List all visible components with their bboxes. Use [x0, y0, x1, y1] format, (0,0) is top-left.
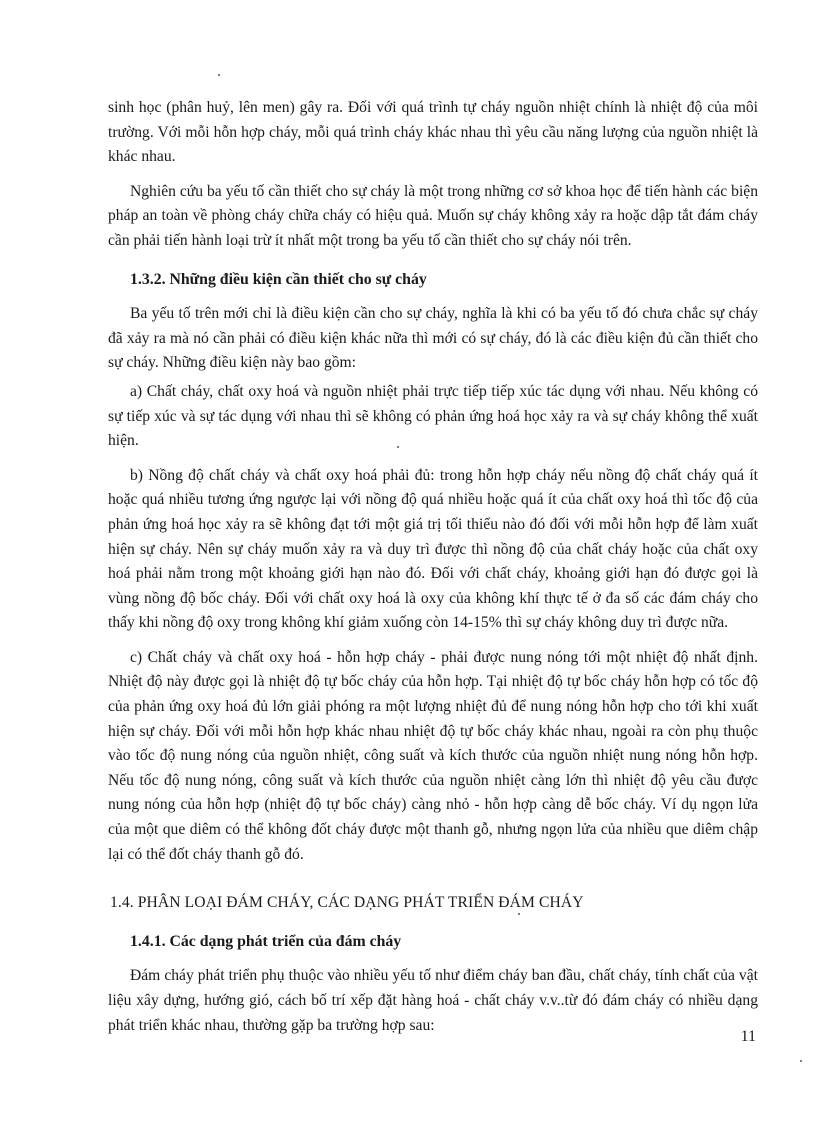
paragraph-continuation: sinh học (phân huỷ, lên men) gây ra. Đối với quá trình tự cháy nguồn nhiệt chính là nhiệt độ của môi trường. Với mỗi hỗn hợp cháy, mỗi quá trình cháy khác nhau thì yêu cầu năng lượng của nguồn nhiệt là khác nhau.: [108, 99, 758, 166]
page-number: 11: [740, 1028, 756, 1045]
section-heading-1-3-2: 1.3.2. Những điều kiện cần thiết cho sự cháy: [130, 270, 427, 288]
paragraph-condition-b: b) Nồng độ chất cháy và chất oxy hoá phải đủ: trong hỗn hợp cháy nếu nồng độ chất cháy quá ít hoặc quá nhiều tương ứng ngược lại với nồng độ quá nhiều hoặc quá ít của chất oxy hoá thì tốc độ của phản ứng hoá học xảy ra sẽ không đạt tới một giá trị tối thiểu nào đó đối với mỗi hỗn hợp để làm xuất hiện sự cháy. Nên sự cháy muốn xảy ra và duy trì được thì nồng độ của chất cháy hoặc của chất oxy hoá phải nằm trong một khoảng giới hạn nào đó. Đối với chất cháy, khoảng giới hạn đó được gọi là vùng nồng độ bốc cháy. Đối với chất oxy hoá là oxy của không khí thực tế ở đa số các đám cháy cho thấy khi nồng độ oxy trong không khí giảm xuống còn 14-15% thì sự cháy không duy trì được nữa.: [108, 466, 758, 632]
paragraph-research: Nghiên cứu ba yếu tố cần thiết cho sự cháy là một trong những cơ sở khoa học để tiến hành các biện pháp an toàn về phòng cháy chữa cháy có hiệu quả. Muốn sự cháy không xảy ra hoặc dập tắt đám cháy cần phải tiến hành loại trừ ít nhất một trong ba yếu tố cần thiết cho sự cháy nói trên.: [108, 182, 758, 249]
paragraph-fire-development: Đám cháy phát triển phụ thuộc vào nhiều yếu tố như điểm cháy ban đầu, chất cháy, tính chất của vật liệu xây dựng, hướng gió, cách bố trí xếp đặt hàng hoá - chất cháy v.v..từ đó đám cháy có nhiều dạng phát triển khác nhau, thường gặp ba trường hợp sau:: [108, 967, 758, 1034]
scan-speck: [800, 1060, 802, 1062]
section-heading-1-4-1: 1.4.1. Các dạng phát triển của đám cháy: [130, 932, 402, 950]
scan-speck: [518, 913, 520, 915]
paragraph-conditions-intro: Ba yếu tố trên mới chỉ là điều kiện cần cho sự cháy, nghĩa là khi có ba yếu tố đó chưa chắc sự cháy đã xảy ra mà nó cần phải có điều kiện khác nữa thì mới có sự cháy, đó là các điều kiện đủ cần thiết cho sự cháy. Những điều kiện này bao gồm:: [108, 305, 758, 372]
page-body: [108, 96, 758, 1038]
scan-speck: [397, 446, 399, 448]
paragraph-condition-a: a) Chất cháy, chất oxy hoá và nguồn nhiệt phải trực tiếp tiếp xúc tác dụng với nhau. Nếu không có sự tiếp xúc và sự tác dụng với nhau thì sẽ không có phản ứng hoá học xảy ra và sự cháy không thể xuất hiện.: [108, 382, 758, 450]
paragraph-condition-c: c) Chất cháy và chất oxy hoá - hỗn hợp cháy - phải được nung nóng tới một nhiệt độ nhất định. Nhiệt độ này được gọi là nhiệt độ tự bốc cháy của hỗn hợp. Tại nhiệt độ tự bốc cháy hỗn hợp có tốc độ của phản ứng oxy hoá đủ lớn giải phóng ra một lượng nhiệt đủ để nung nóng hỗn hợp cho tới khi xuất hiện sự cháy. Đối với mỗi hỗn hợp khác nhau nhiệt độ tự bốc cháy khác nhau, ngoài ra còn phụ thuộc vào tốc độ nung nóng của nguồn nhiệt, công suất và kích thước của nguồn nhiệt nung nóng hỗn hợp. Nếu tốc độ nung nóng, công suất và kích thước của nguồn nhiệt càng lớn thì nhiệt độ yêu cầu được nung nóng của hỗn hợp (nhiệt độ tự bốc cháy) càng nhỏ - hỗn hợp càng dễ bốc cháy. Ví dụ ngọn lửa của một que diêm có thể không đốt cháy được một thanh gỗ, nhưng ngọn lửa của nhiều que diêm chập lại có thể đốt cháy thanh gỗ đó.: [108, 648, 758, 863]
chapter-heading-1-4: 1.4. PHÂN LOẠI ĐÁM CHÁY, CÁC DẠNG PHÁT TRIỂN ĐÁM CHÁY: [110, 894, 584, 912]
scan-speck: [218, 74, 220, 76]
